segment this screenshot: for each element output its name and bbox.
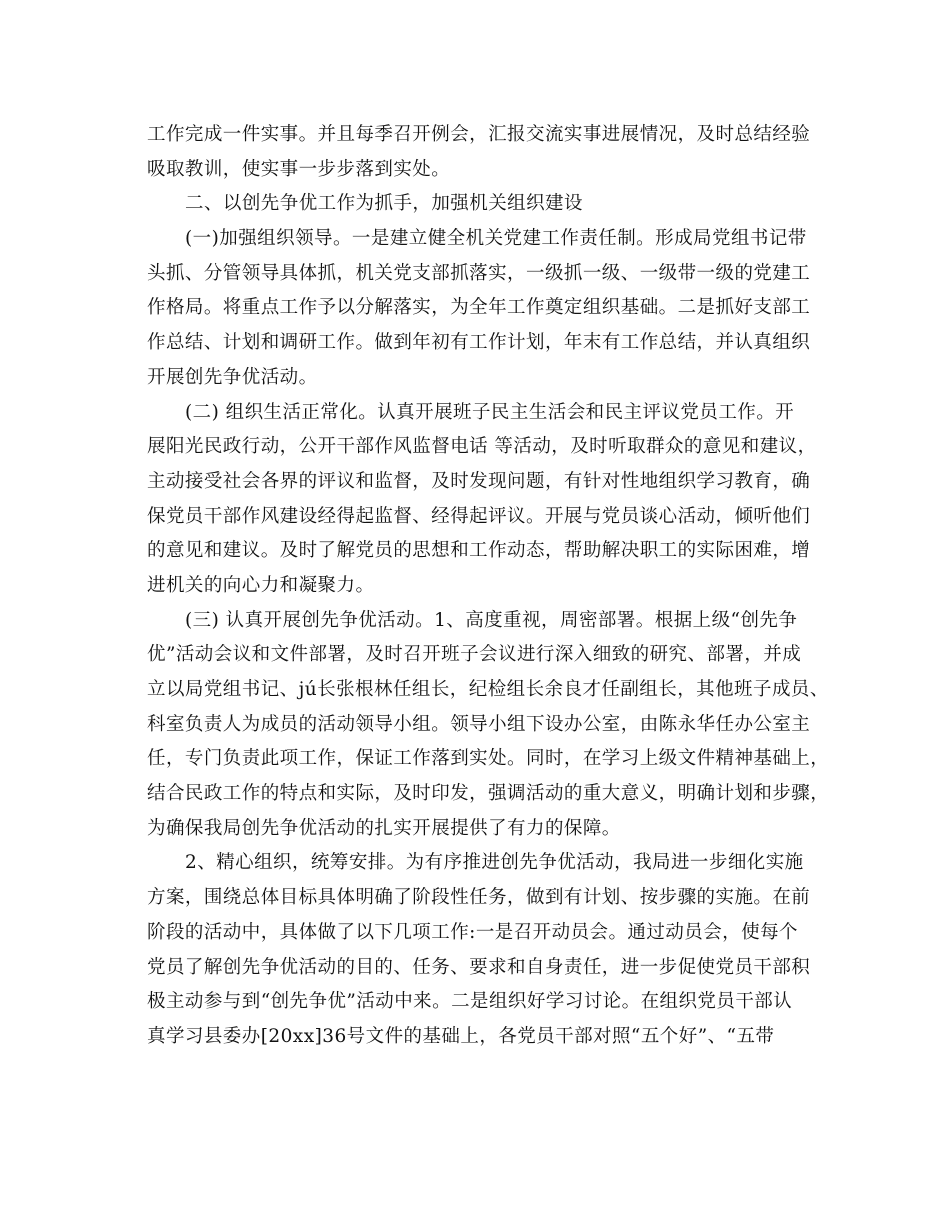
text-line: 作格局。将重点工作予以分解落实，为全年工作奠定组织基础。二是抓好支部工 bbox=[147, 297, 811, 319]
text-line: (三) 认真开展创先争优活动。1、高度重视，周密部署。根据上级“创先争 bbox=[185, 609, 798, 631]
text-line: 保党员干部作风建设经得起监督、经得起评议。开展与党员谈心活动，倾听他们 bbox=[147, 505, 811, 527]
text-line: 为确保我局创先争优活动的扎实开展提供了有力的保障。 bbox=[147, 817, 621, 839]
text-line: 任，专门负责此项工作，保证工作落到实处。同时，在学习上级文件精神基础上， bbox=[147, 748, 830, 770]
text-line: 二、以创先争优工作为抓手，加强机关组织建设 bbox=[185, 193, 583, 215]
text-line: (一)加强组织领导。一是建立健全机关党建工作责任制。形成局党组书记带 bbox=[185, 228, 807, 250]
text-line: 党员了解创先争优活动的目的、任务、要求和自身责任，进一步促使党员干部积 bbox=[147, 956, 811, 978]
text-line: 2、精心组织，统筹安排。为有序推进创先争优活动，我局进一步细化实施 bbox=[185, 852, 804, 874]
text-line: (二) 组织生活正常化。认真开展班子民主生活会和民主评议党员工作。开 bbox=[185, 401, 795, 423]
text-line: 方案，围绕总体目标具体明确了阶段性任务，做到有计划、按步骤的实施。在前 bbox=[147, 887, 811, 909]
text-line: 真学习县委办[20xx]36号文件的基础上，各党员干部对照“五个好”、“五带 bbox=[147, 1025, 775, 1047]
text-line: 头抓、分管领导具体抓，机关党支部抓落实，一级抓一级、一级带一级的党建工 bbox=[147, 262, 811, 284]
text-line: 吸取教训，使实事一步步落到实处。 bbox=[147, 158, 451, 180]
text-line: 主动接受社会各界的评议和监督，及时发现问题，有针对性地组织学习教育，确 bbox=[147, 470, 811, 492]
text-line: 阶段的活动中，具体做了以下几项工作:一是召开动员会。通过动员会，使每个 bbox=[147, 921, 798, 943]
text-line: 优”活动会议和文件部署，及时召开班子会议进行深入细致的研究、部署，并成 bbox=[147, 644, 802, 666]
text-line: 科室负责人为成员的活动领导小组。领导小组下设办公室，由陈永华任办公室主 bbox=[147, 713, 811, 735]
text-line: 结合民政工作的特点和实际，及时印发，强调活动的重大意义，明确计划和步骤， bbox=[147, 783, 830, 805]
text-line: 展阳光民政行动，公开干部作风监督电话 等活动，及时听取群众的意见和建议， bbox=[147, 436, 817, 458]
text-line: 的意见和建议。及时了解党员的思想和工作动态，帮助解决职工的实际困难，增 bbox=[147, 540, 811, 562]
text-line: 立以局党组书记、jú长张根林任组长，纪检组长余良才任副组长，其他班子成员、 bbox=[147, 679, 829, 700]
text-line: 极主动参与到“创先争优”活动中来。二是组织好学习讨论。在组织党员干部认 bbox=[147, 991, 793, 1013]
text-line: 作总结、计划和调研工作。做到年初有工作计划，年末有工作总结，并认真组织 bbox=[147, 332, 811, 354]
text-line: 进机关的向心力和凝聚力。 bbox=[147, 574, 375, 596]
text-line: 工作完成一件实事。并且每季召开例会，汇报交流实事进展情况，及时总结经验 bbox=[147, 124, 811, 145]
document-body bbox=[147, 118, 830, 1055]
text-line: 开展创先争优活动。 bbox=[147, 366, 318, 388]
